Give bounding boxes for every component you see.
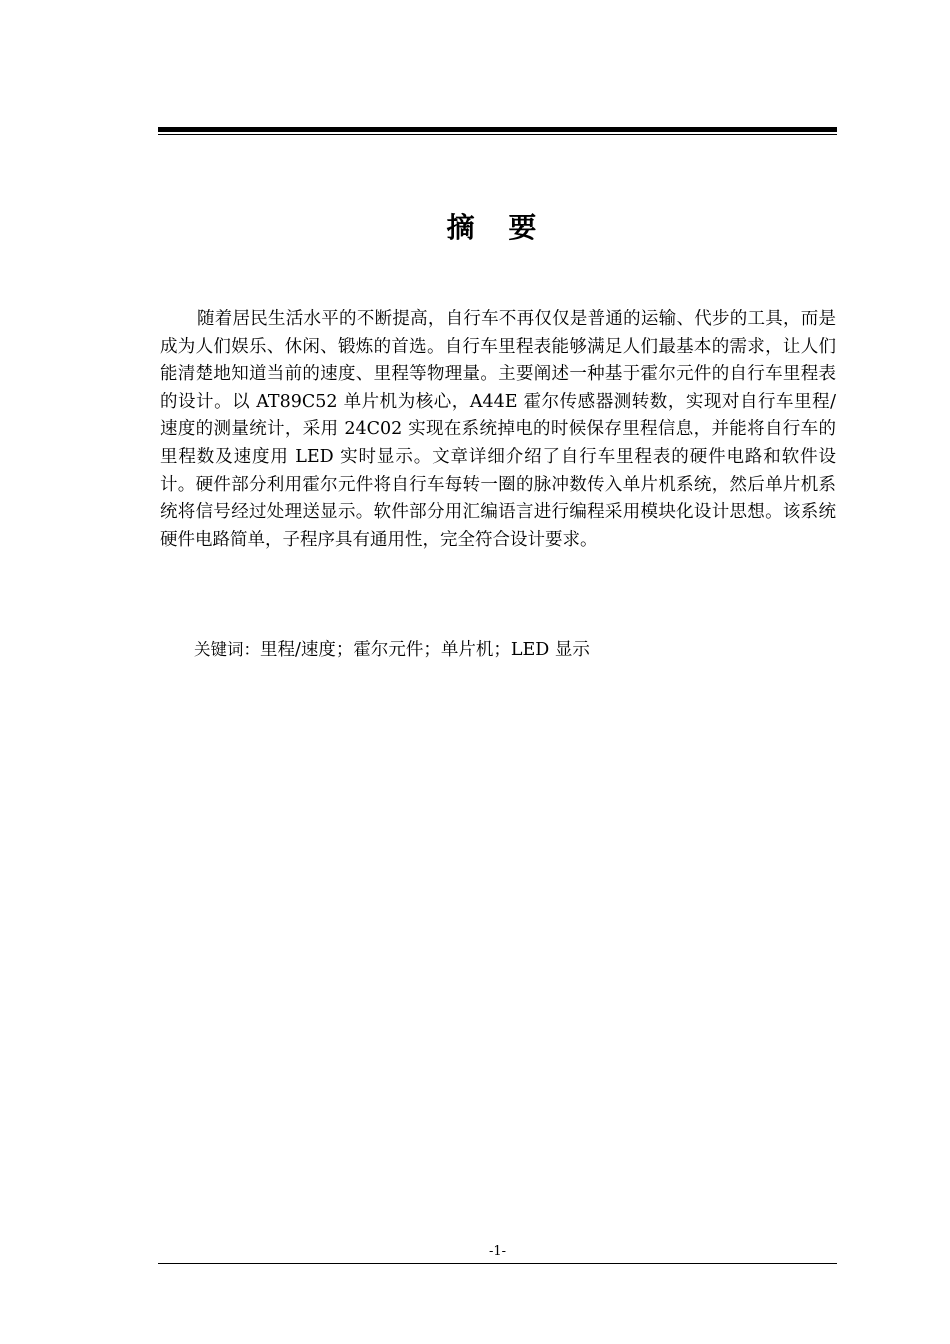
page-title: 摘 要 <box>446 211 549 244</box>
abstract-paragraph: 随着居民生活水平的不断提高，自行车不再仅仅是普通的运输、代步的工具，而是成为人们娱乐、休闲、锻炼的首选。自行车里程表能够满足人们最基本的需求，让人们能清楚地知道当前的速度、里程等物理量。主要阐述一种基于霍尔元件的自行车里程表的设计。以 AT89C52 单片机为核心，A44E 霍尔传感器测转数，实现对自行车里程/速度的测量统计，采用 24C02 实现在系统掉电的时候保存里程信息，并能将自行车的里程数及速度用 LED 实时显示。文章详细介绍了自行车里程表的硬件电路和软件设计。硬件部分利用霍尔元件将自行车每转一圈的脉冲数传入单片机系统，然后单片机系统将信号经过处理送显示。软件部分用汇编语言进行编程采用模块化设计思想。该系统硬件电路简单，子程序具有通用性，完全符合设计要求。 <box>160 309 836 550</box>
keywords-label: 关键词： <box>194 640 260 659</box>
header-rule <box>158 127 837 135</box>
keywords-line <box>194 636 834 664</box>
page-number: -1- <box>488 1244 507 1259</box>
keywords-value: 里程/速度；霍尔元件；单片机；LED 显示 <box>260 640 590 660</box>
footer-rule <box>158 1263 837 1264</box>
